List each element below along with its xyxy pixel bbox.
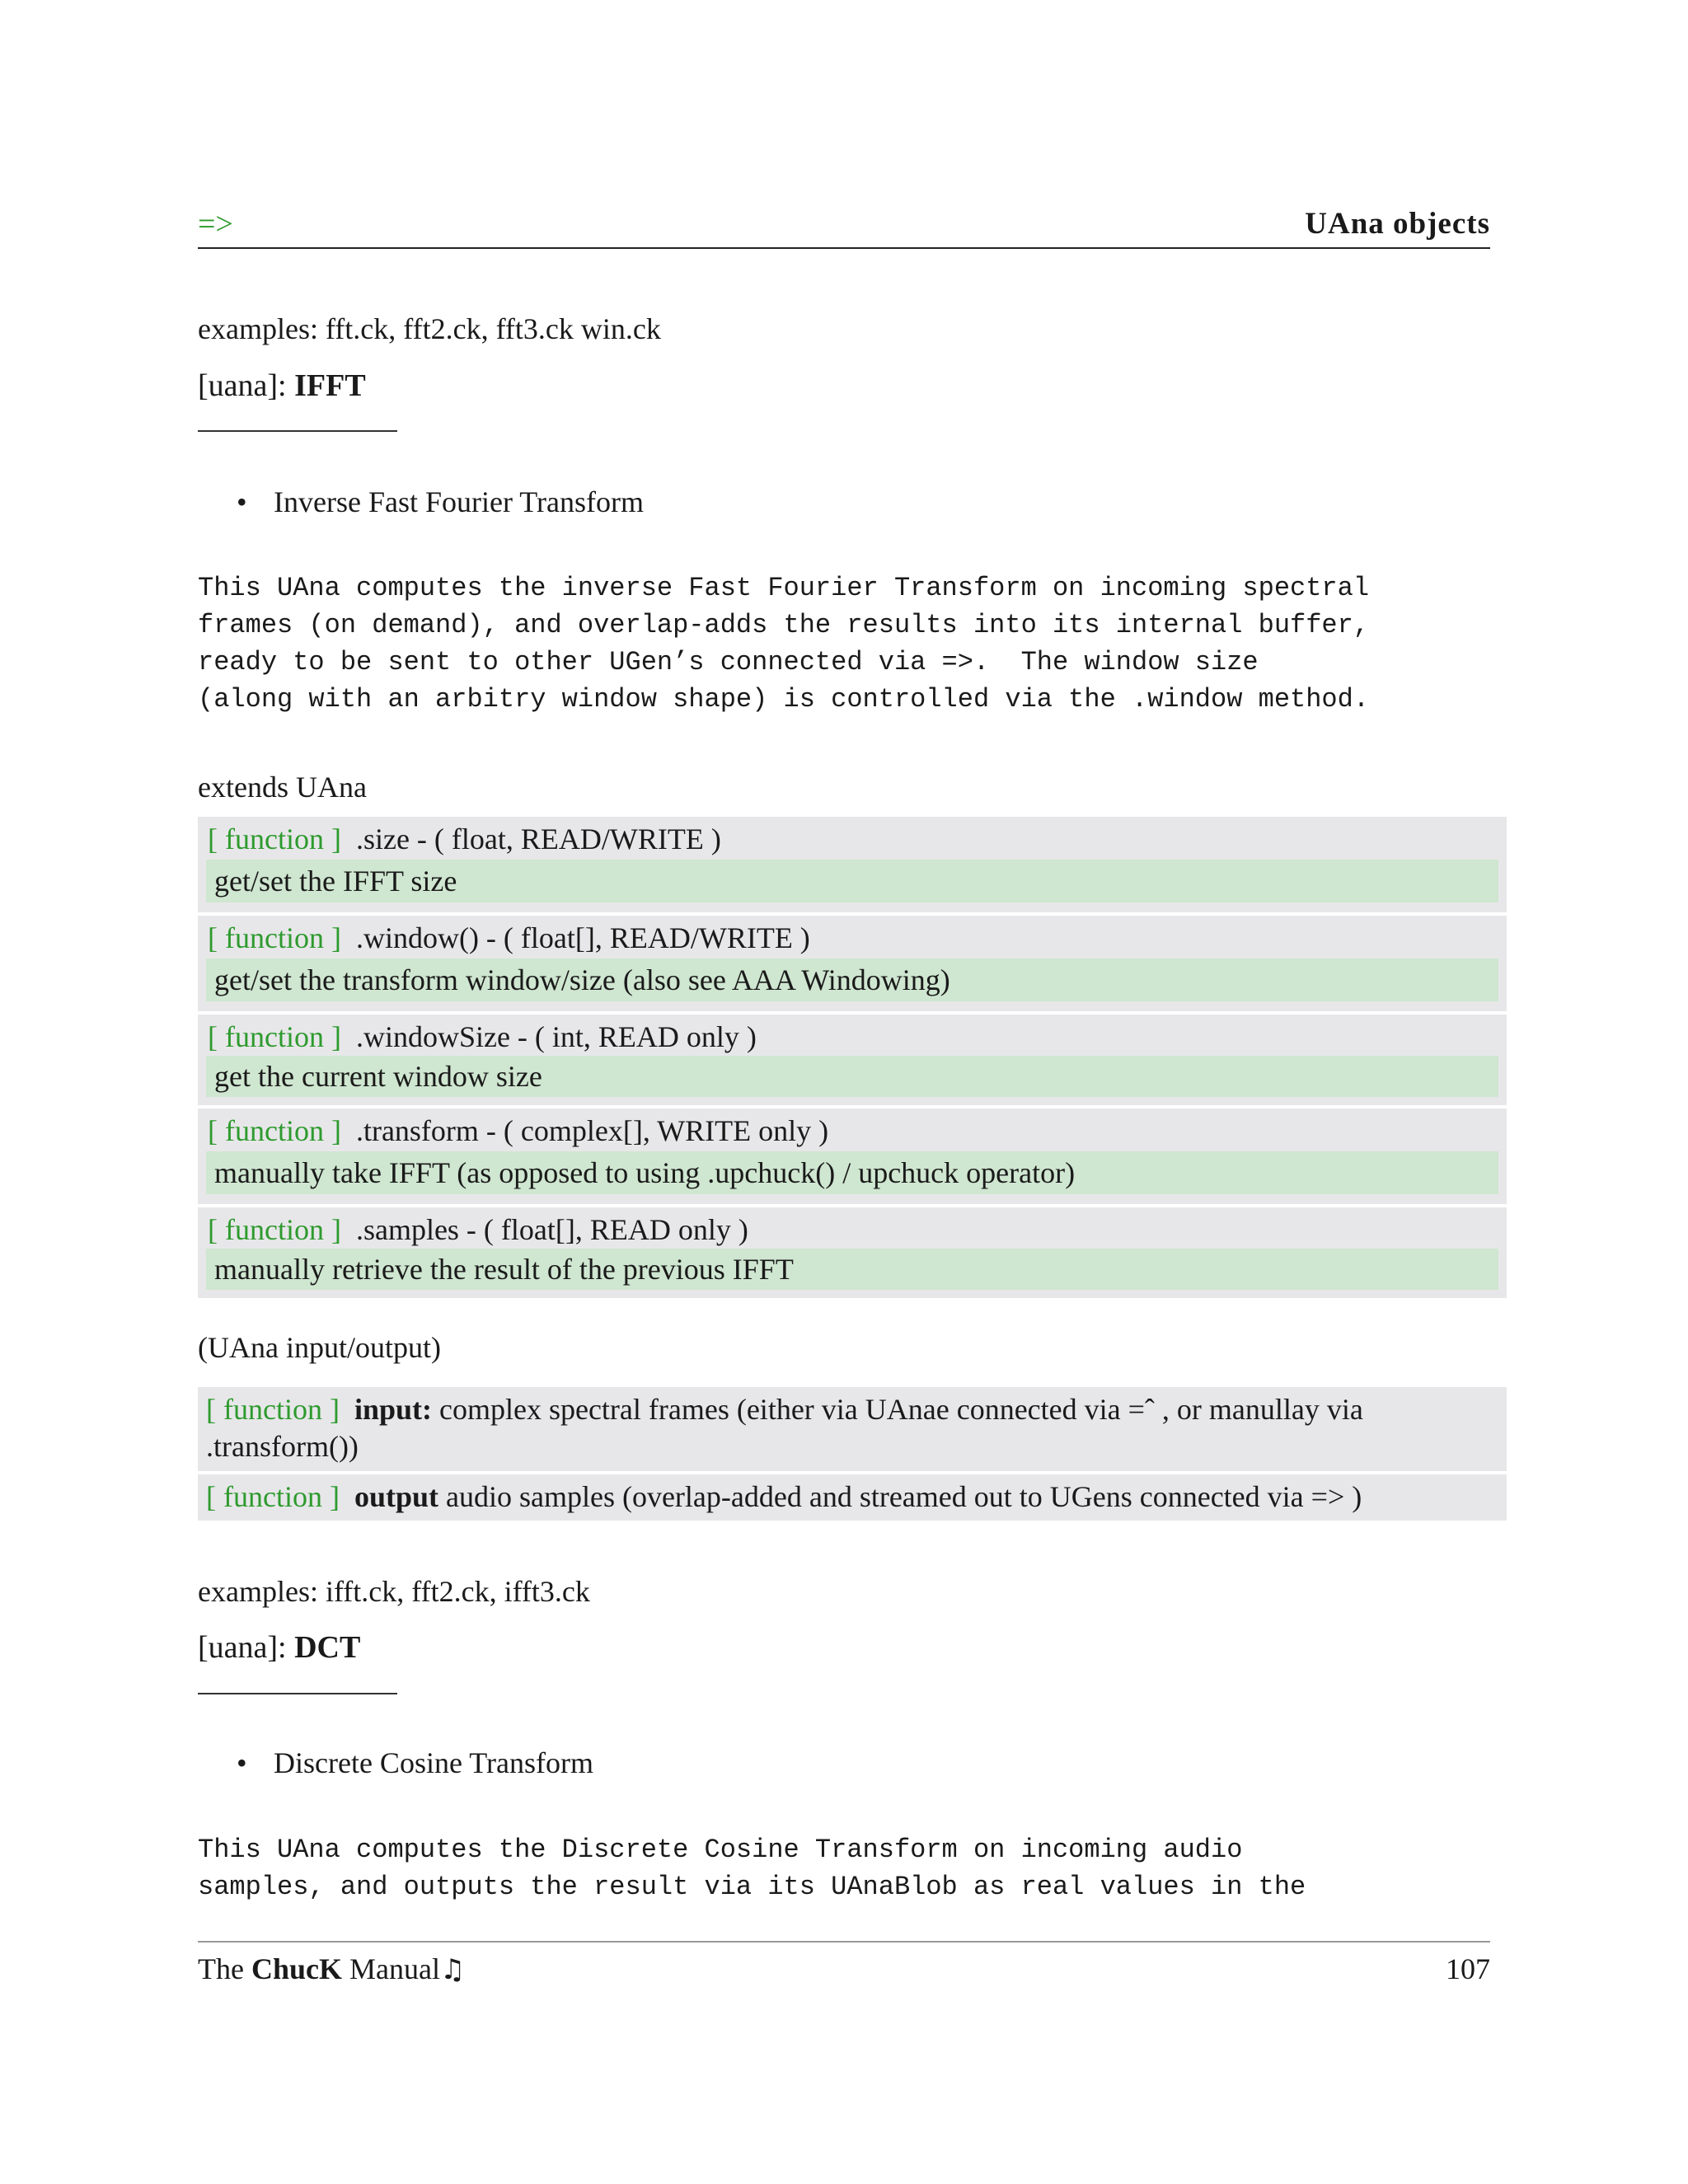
footer-rule bbox=[198, 1941, 1490, 1943]
io-row-output bbox=[198, 1474, 1507, 1521]
function-description: get/set the IFFT size bbox=[206, 860, 1498, 902]
function-row bbox=[198, 916, 1507, 1011]
footer-brand: ChucK bbox=[251, 1952, 342, 1985]
function-description: manually take IFFT (as opposed to using .upchuck() / upchuck operator) bbox=[206, 1151, 1498, 1194]
section-heading-dct bbox=[198, 1629, 360, 1666]
function-signature: .size - ( float, READ/WRITE ) bbox=[355, 823, 721, 855]
footer-prefix: The bbox=[198, 1952, 244, 1985]
description-line: This UAna computes the inverse Fast Fourier Transform on incoming spectral bbox=[198, 573, 1370, 603]
io-label: output bbox=[354, 1480, 438, 1513]
description-line: (along with an arbitry window shape) is controlled via the .window method. bbox=[198, 684, 1370, 715]
function-row bbox=[198, 817, 1507, 912]
io-heading: (UAna input/output) bbox=[198, 1331, 441, 1364]
description-line: frames (on demand), and overlap-adds the results into its internal buffer, bbox=[198, 610, 1370, 640]
section-tag: [uana]: bbox=[198, 1630, 287, 1665]
function-tag: [ function ] bbox=[206, 1480, 340, 1513]
section-heading-ifft bbox=[198, 368, 366, 404]
extends-label: extends UAna bbox=[198, 771, 367, 804]
io-text-continued: .transform()) bbox=[206, 1430, 359, 1463]
function-row bbox=[198, 1108, 1507, 1204]
section-name: DCT bbox=[294, 1630, 361, 1665]
function-tag: [ function ] bbox=[208, 1213, 341, 1246]
bullet-dot: • bbox=[237, 1746, 247, 1779]
description-line: This UAna computes the Discrete Cosine Transform on incoming audio bbox=[198, 1835, 1243, 1865]
section-rule bbox=[198, 430, 397, 432]
examples-top: examples: fft.ck, fft2.ck, fft3.ck win.ck bbox=[198, 312, 661, 345]
footer-suffix: Manual bbox=[349, 1952, 440, 1985]
music-note-icon: ♫ bbox=[439, 1953, 466, 1986]
function-tag: [ function ] bbox=[208, 1020, 341, 1053]
function-signature: .window() - ( float[], READ/WRITE ) bbox=[355, 921, 810, 954]
function-row bbox=[198, 1015, 1507, 1105]
description-line: ready to be sent to other UGen’s connected via =>. The window size bbox=[198, 647, 1259, 677]
function-signature: .samples - ( float[], READ only ) bbox=[355, 1213, 748, 1246]
function-description: manually retrieve the result of the previous IFFT bbox=[206, 1249, 1498, 1290]
description-block bbox=[198, 1831, 1306, 1905]
io-row-input bbox=[198, 1387, 1507, 1471]
function-tag: [ function ] bbox=[208, 921, 341, 954]
function-tag: [ function ] bbox=[208, 1114, 341, 1147]
bullet-dot: • bbox=[237, 485, 247, 518]
function-tag: [ function ] bbox=[206, 1393, 340, 1426]
section-name: IFFT bbox=[294, 368, 366, 403]
function-row bbox=[198, 1207, 1507, 1298]
io-label: input: bbox=[354, 1393, 432, 1426]
function-signature: .transform - ( complex[], WRITE only ) bbox=[355, 1114, 829, 1147]
footer-title bbox=[198, 1952, 465, 1986]
section-rule bbox=[198, 1693, 397, 1694]
function-description: get/set the transform window/size (also see AAA Windowing) bbox=[206, 958, 1498, 1001]
section-tag: [uana]: bbox=[198, 368, 287, 403]
header-title: UAna objects bbox=[1305, 207, 1490, 241]
function-description: get the current window size bbox=[206, 1056, 1498, 1097]
header-rule bbox=[198, 247, 1490, 249]
description-block bbox=[198, 569, 1369, 718]
io-text: complex spectral frames (either via UAnae connected via =ˆ , or manullay via bbox=[439, 1393, 1363, 1426]
page-number: 107 bbox=[1446, 1952, 1490, 1985]
bullet-text: Discrete Cosine Transform bbox=[274, 1746, 593, 1779]
function-signature: .windowSize - ( int, READ only ) bbox=[355, 1020, 757, 1053]
io-text: audio samples (overlap-added and streamed out to UGens connected via => ) bbox=[446, 1480, 1362, 1513]
bullet-text: Inverse Fast Fourier Transform bbox=[274, 485, 644, 518]
header-arrow: => bbox=[198, 207, 233, 241]
function-tag: [ function ] bbox=[208, 823, 341, 855]
examples-bottom: examples: ifft.ck, fft2.ck, ifft3.ck bbox=[198, 1575, 590, 1608]
description-line: samples, and outputs the result via its UAnaBlob as real values in the bbox=[198, 1872, 1306, 1902]
